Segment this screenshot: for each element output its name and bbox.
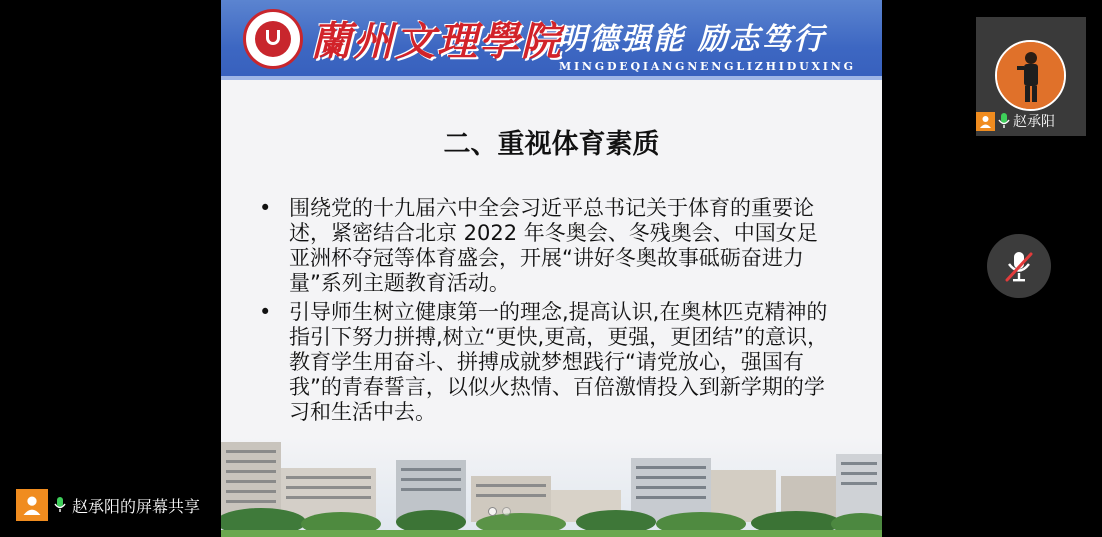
slide-title: 二、重视体育素质 — [443, 129, 660, 160]
slide-pager-dot — [488, 507, 497, 516]
participant-avatar — [995, 40, 1066, 111]
motto-pinyin: MINGDEQIANGNENGLIZHIDUXING — [559, 60, 856, 73]
university-logo — [243, 9, 303, 69]
participant-video-tile[interactable] — [976, 17, 1086, 136]
person-silhouette-icon — [997, 42, 1064, 109]
participant-name: 赵承阳 — [1013, 114, 1055, 130]
screen-share-status — [16, 489, 200, 521]
user-icon — [16, 489, 48, 521]
mic-muted-icon — [1004, 249, 1034, 283]
bullet-list — [257, 196, 837, 429]
slide-pager-dot — [502, 507, 511, 516]
bullet-text: 引导师生树立健康第一的理念,提高认识,在奥林匹克精神的指引下努力拼搏,树立“更快,更高，更强，更团结”的意识，教育学生用奋斗、拼搏成就梦想践行“请党放心，强国有我”的青春誓言，以似火热情、百倍激情投入到新学期的学习和生活中去。 — [289, 300, 829, 424]
mic-icon — [54, 495, 66, 515]
bullet-item — [257, 196, 837, 296]
mic-icon — [998, 112, 1010, 130]
shared-slide — [221, 0, 882, 537]
university-motto: 明德强能 励志笃行 — [557, 22, 826, 57]
university-name: 蘭州文理學院 — [311, 18, 563, 65]
screen-share-label: 赵承阳的屏幕共享 — [72, 496, 201, 516]
mute-toggle-button[interactable] — [987, 234, 1051, 298]
campus-image — [221, 436, 882, 537]
bullet-item — [257, 300, 837, 425]
bullet-marker: • — [259, 196, 272, 220]
participant-name-bar — [976, 109, 1086, 133]
slide-banner — [221, 0, 882, 80]
bullet-marker: • — [259, 300, 272, 324]
bullet-text: 围绕党的十九届六中全会习近平总书记关于体育的重要论述，紧密结合北京 2022 年冬奥会、冬残奥会、中国女足亚洲杯夺冠等体育盛会，开展“讲好冬奥故事砥砺奋进力量”系列主题教育活动。 — [289, 196, 818, 295]
user-icon — [976, 112, 995, 131]
